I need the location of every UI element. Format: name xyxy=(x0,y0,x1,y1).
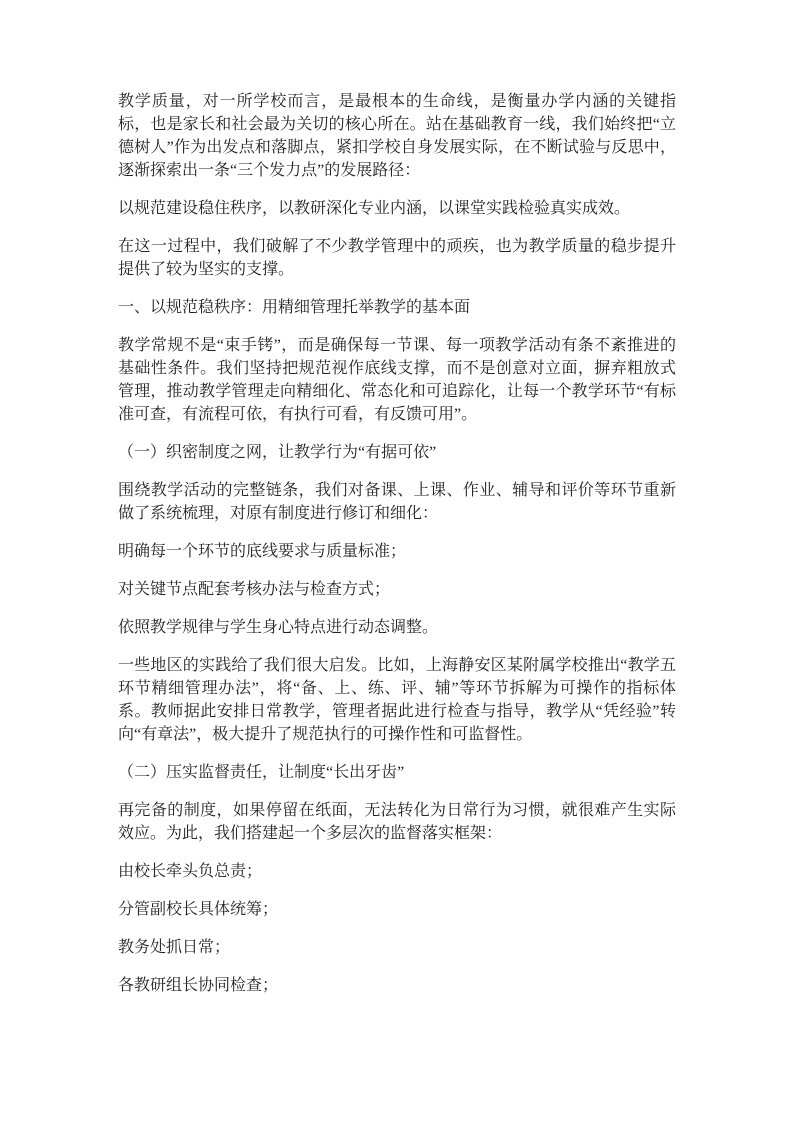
list-item-vice-principal: 分管副校长具体统筹； xyxy=(118,901,279,918)
paragraph-three-points: 以规范建设稳住秩序，以教研深化专业内涵，以课堂实践检验真实成效。 xyxy=(118,200,631,217)
subsection-heading-1-2: （二）压实监督责任，让制度“长出牙齿” xyxy=(118,764,405,781)
paragraph-shanghai-example: 一些地区的实践给了我们很大启发。比如，上海静安区某附属学校推出“教学五环节精细管理办法”，将“备、上、练、评、辅”等环节拆解为可操作的指标体系。教师据此安排日常教学，管理者据此进行检查与指导，教学从“凭经验”转向“有章法”，极大提升了规范执行的可操作性和可监督性。 xyxy=(118,657,676,743)
list-item-academic-office: 教务处抓日常； xyxy=(118,939,231,956)
document-page xyxy=(118,90,676,1012)
paragraph-system-review: 围绕教学活动的完整链条，我们对备课、上课、作业、辅导和评价等环节重新做了系统梳理，对原有制度进行修订和细化： xyxy=(118,482,676,522)
paragraph-supervision-framework: 再完备的制度，如果停留在纸面，无法转化为日常行为习惯，就很难产生实际效应。为此，我们搭建起一个多层次的监督落实框架： xyxy=(118,802,676,842)
list-item-assessment-methods: 对关键节点配套考核办法与检查方式； xyxy=(118,581,391,598)
paragraph-intro: 教学质量，对一所学校而言，是最根本的生命线，是衡量办学内涵的关键指标，也是家长和社会最为关切的核心所在。站在基础教育一线，我们始终把“立德树人”作为出发点和落脚点，紧扣学校自身发展实际，在不断试验与反思中，逐渐探索出一条“三个发力点”的发展路径： xyxy=(118,93,676,179)
list-item-group-leaders: 各教研组长协同检查； xyxy=(118,977,279,994)
section-heading-1: 一、以规范稳秩序：用精细管理托举教学的基本面 xyxy=(118,299,471,316)
list-item-baseline-standards: 明确每一个环节的底线要求与质量标准； xyxy=(118,543,407,560)
paragraph-routine-norms: 教学常规不是“束手铐”，而是确保每一节课、每一项教学活动有条不紊推进的基础性条件。我们坚持把规范视作底线支撑，而不是创意对立面，摒弃粗放式管理，推动教学管理走向精细化、常态化和可追踪化，让每一个教学环节“有标准可查，有流程可依，有执行可看，有反馈可用”。 xyxy=(118,337,676,423)
list-item-principal-lead: 由校长牵头负总责； xyxy=(118,863,263,880)
paragraph-process-summary: 在这一过程中，我们破解了不少教学管理中的顽疾，也为教学质量的稳步提升提供了较为坚实的支撑。 xyxy=(118,238,676,278)
list-item-dynamic-adjustment: 依照教学规律与学生身心特点进行动态调整。 xyxy=(118,619,439,636)
subsection-heading-1-1: （一）织密制度之网，让教学行为“有据可依” xyxy=(118,444,437,461)
